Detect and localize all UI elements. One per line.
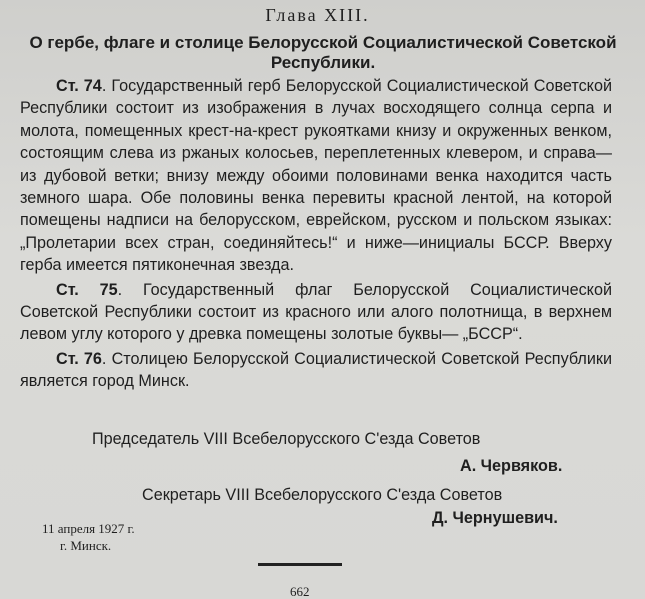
article-75 [20, 279, 612, 346]
section-title: О гербе, флаге и столице Белорусской Социалистической Советской Республики. [29, 33, 617, 72]
article-text: . Столицею Белорусской Социалистической Советской Республики является город Минск. [20, 349, 612, 391]
city: г. Минск. [60, 538, 112, 553]
chairman-name: А. Червяков. [460, 457, 563, 475]
secretary-position: Секретарь VIII Всебелорусского С'езда Советов [142, 486, 503, 504]
article-number: Ст. 74 [56, 77, 102, 95]
article-text: . Государственный герб Белорусской Социалистической Советской Республики состоит из изображения в лучах восходящего солнца серпа и молота, помещенных крест-на-крест рукоятками книзу и окруженных венком, состоящим слева из ржаных колосьев, переплетенных клевером, и справа—из дубовой ветки; внизу между обоими половинами венка находится часть земного шара. Обе половины венка перевиты красной лентой, на которой помещены надписи на белорусском, еврейском, русском и польском языках: „Пролетарии всех стран, соединяйтесь!“ и ниже—инициалы БССР. Вверху герба имеется пятиконечная звезда. [20, 77, 612, 275]
divider-rule [258, 563, 342, 566]
article-74 [20, 75, 612, 277]
article-number: Ст. 76 [56, 349, 102, 368]
chairman-position: Председатель VIII Всебелорусского С'езда Советов [92, 430, 481, 448]
date-place [42, 520, 135, 554]
article-text: . Государственный флаг Белорусской Социалистической Советской Республики состоит из красного или алого полотнища, в верхнем левом углу которого у древка помещены золотые буквы— „БССР“. [20, 280, 612, 344]
articles-body [20, 75, 612, 395]
chapter-heading: Глава XIII. [265, 5, 370, 25]
date: 11 апреля 1927 г. [42, 521, 135, 536]
article-76 [20, 348, 612, 393]
page-number: 662 [290, 584, 310, 599]
article-number: Ст. 75 [56, 280, 118, 299]
secretary-name: Д. Чернушевич. [432, 509, 558, 527]
